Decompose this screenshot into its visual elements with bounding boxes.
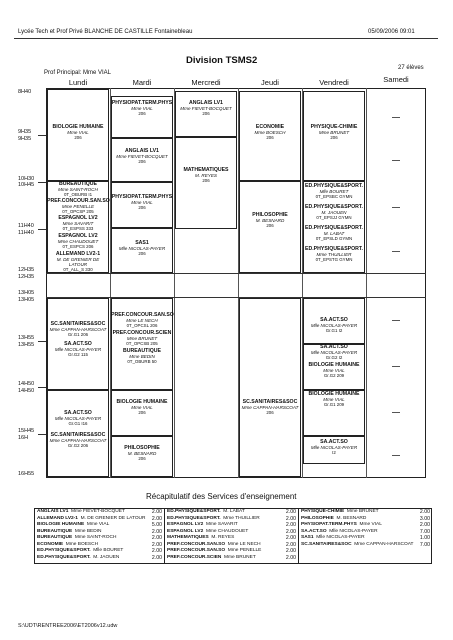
room: 206 [138,410,146,415]
recap-teacher: Mlle NICOLAS-PAYER [329,528,378,534]
recap-hours: 2.00 [419,522,430,528]
time-label: 12H35 [18,274,35,280]
teacher: Mme CAPPAN-HARSCOAT [241,405,299,410]
room: 206 [202,111,210,116]
subject: ECONOMIE [255,124,285,130]
room: 0T_ESPCS 206 [62,244,94,249]
room: 206 [138,205,146,210]
empty-slot-dash [392,251,400,252]
teacher: Mlle BOURET [319,189,349,194]
time-label: 16H55 [18,471,35,477]
room: Gr.G2 I2 [325,355,343,360]
time-label: 13H55 [18,335,35,341]
lesson-slot [239,400,301,415]
time-tick [38,434,46,435]
principal-teacher: Prof Principal: Mme VIAL [44,70,112,76]
teacher: Mlle NICOLAS-PAYER [54,347,102,352]
empty-slot-dash [392,160,400,161]
lesson-slot [111,149,173,164]
lesson-slot [111,195,173,210]
recap-row [37,548,123,554]
teacher: Mme SAVARIT [62,221,94,226]
subject: SA.ACT.SO [64,410,92,416]
teacher: Mme THUILLIER [316,252,352,257]
recap-subject: PHYSIQUE-CHIMIE [301,509,345,514]
subject: SAS1 [135,240,149,246]
school-name: Lycée Tech et Prof Privé BLANCHE DE CASTILLE Fontainebleau [18,29,193,35]
recap-teacher: Mme SAVARIT [205,522,238,527]
teacher: Mlle NICOLAS-PAYER [118,246,166,251]
teacher: Mme VIAL [131,405,153,410]
room: Gr.G1 209 [323,402,345,407]
subject: BIOLOGIE HUMAINE [308,362,360,368]
recap-teacher: Mme CAPPAN-HARSCOAT [354,541,414,547]
subject: PREF.CONCOUR.SAN.SO [47,198,110,204]
recap-subject: SC.SANITAIRES&SOC [301,541,352,547]
lesson-slot [111,400,173,415]
recap-hours: 2.00 [285,528,296,535]
empty-slot-dash [392,207,400,208]
recap-hours: 3.00 [419,515,430,522]
subject: ANGLAIS LV1 [125,148,159,154]
empty-slot-dash [392,320,400,321]
day-header-jeudi: Jeudi [261,78,279,87]
room: 206 [266,135,274,140]
page-title: Division TSMS2 [186,55,258,66]
grid-divider [366,88,367,478]
teacher: Mme VIAL [323,368,345,373]
room: 206 [138,111,146,116]
room: 206 [202,178,210,183]
recap-teacher: M. DE GRENIER DE LATOUR [80,515,146,521]
recap-hours: 2.00 [285,522,296,528]
teacher: Mme FIEVET-BOCQUET [180,106,232,111]
recap-row [301,542,414,548]
day-header-samedi: Samedi [383,75,409,84]
recap-teacher: M. LABAT [223,509,245,514]
recap-hours: 2.00 [285,535,296,541]
lesson-slot [303,392,365,407]
room: 0T_EPSJJ GYMN [316,215,352,220]
recap-teacher: Mme THUILLIER [223,515,260,521]
lesson-slot [111,101,173,116]
recap-teacher: Mme CHAUDOUET [205,528,249,534]
room: Gr.G2 115 [68,352,88,357]
recap-row [37,529,102,535]
recap-subject: BUREAUTIQUE [37,528,73,534]
recap-row [167,548,261,554]
lesson-slot [175,168,237,183]
subject: ED.PHYSIQUE&SPORT. [305,225,363,231]
subject: SA.ACT.SO [320,317,348,323]
room: 0T_ESPSS 333 [62,226,94,231]
room: Gr.G1 206 [67,332,89,337]
recap-hours: 5.00 [151,522,162,528]
lesson-slot [47,342,109,357]
day-header-vendredi: Vendredi [319,78,349,87]
recap-row [37,555,119,561]
header-rule [14,38,438,39]
teacher: Mme VIAL [131,200,153,205]
recap-row [167,529,248,535]
recap-hours: 1.00 [419,535,430,541]
time-label: 11H40 [18,223,34,229]
teacher: Mme VIAL [323,397,345,402]
recap-hours: 2.00 [151,528,162,535]
day-header-mercredi: Mercredi [191,78,221,87]
room: 0T_ALL_S 330 [63,267,93,272]
lesson-block[interactable] [239,298,301,477]
recap-hours: 7.00 [419,541,430,548]
day-header-mardi: Mardi [132,78,152,87]
lesson-slot [303,125,365,140]
teacher: Mme CHAUDOUET [57,239,99,244]
lesson-slot [47,216,109,231]
subject: ED.PHYSIQUE&SPORT. [305,204,363,210]
teacher: Mme BOESCH [254,130,286,135]
lesson-slot [47,252,109,272]
recap-teacher: Mme BEDIN [74,528,102,534]
room: 0T_OPCSB 205 [126,341,158,346]
recap-row [37,522,109,528]
subject: PHILOSOPHIE [124,445,160,451]
teacher: Mme FIEVET-BOCQUET [116,154,168,159]
empty-slot-dash [392,412,400,413]
subject: PREF.CONCOUR.SCIEN [112,330,172,336]
teacher: M. JAOUEN [321,210,347,215]
subject: BUREAUTIQUE [58,181,98,187]
room: 206 [138,251,146,256]
recap-subject: SA.ACT.SO [301,528,327,534]
recap-subject: ED.PHYSIQUE&SPORT. [167,509,221,514]
teacher: Mlle NICOLAS-PAYER [310,350,358,355]
recap-subject: ED.PHYSIQUE&SPORT. [37,548,91,553]
subject: PHYSIOPAT.TERM.PHYS [111,100,173,106]
teacher: Mlle NICOLAS-PAYER [310,323,358,328]
recap-subject: PHILOSOPHIE [301,515,334,521]
recap-hours: 2.00 [151,541,162,548]
teacher: M. REYES [195,173,217,178]
recap-subject: ED.PHYSIQUE&SPORT. [167,515,221,521]
recap-subject: ESPAGNOL LV2 [167,528,204,534]
subject: SC.SANITAIRES&SOC [242,399,298,405]
lunch-line [46,273,426,274]
room: Gr.G2 206 [67,443,89,448]
recap-row [301,535,365,541]
lesson-slot [239,125,301,140]
recap-divider [298,508,299,564]
recap-subject: ALLEMAND LV2-1 [37,515,78,521]
lesson-slot [47,234,109,249]
teacher: M. DE GRENIER DE LATOUR [56,257,100,267]
recap-subject: ECONOMIE [37,541,64,547]
recap-hours: 7.00 [419,528,430,535]
room: 0T_OBURB I1 [63,192,93,197]
print-datetime: 05/09/2006 09:01 [368,29,415,35]
teacher: Mme LE NECH [126,318,158,323]
subject: SC.SANITAIRES&SOC [50,321,106,327]
room: 206 [138,159,146,164]
room: 0T_EPSLD GYMN [315,236,353,241]
recap-hours: 2.00 [285,548,296,554]
subject: PREF.CONCOUR.SAN.SO [111,312,174,318]
subject: ED.PHYSIQUE&SPORT. [305,183,363,189]
subject: ANGLAIS LV1 [189,100,223,106]
lesson-slot [303,363,365,378]
time-label: 10H30 [18,176,35,182]
subject: BIOLOGIE HUMAINE [116,399,168,405]
recap-row [301,529,378,535]
room: 206 [330,135,338,140]
recap-row [37,542,98,548]
teacher: M. BESNARD [127,451,157,456]
subject: BIOLOGIE HUMAINE [52,124,104,130]
recap-hours: 2.00 [151,535,162,541]
recap-teacher: Mme VIAL [86,522,110,527]
recap-hours: 2.00 [285,541,296,548]
recap-row [167,522,238,528]
recap-teacher: M. REYES [211,535,235,540]
recap-hours: 2.00 [151,548,162,554]
recap-hours: 2.00 [419,509,430,515]
time-label: 9H35 [18,129,32,135]
empty-slot-dash [392,455,400,456]
recap-hours: 2.00 [285,509,296,515]
recap-row [301,509,379,515]
lesson-slot [47,411,109,426]
teacher: Mme VIAL [131,106,153,111]
time-label: 8H40 [18,89,32,95]
subject: BUREAUTIQUE [122,348,162,354]
recap-row [167,555,256,561]
subject: PHYSIQUE-CHIMIE [310,124,358,130]
recap-subject: ED.PHYSIQUE&SPORT. [37,554,91,560]
room: Gr.G2 209 [323,373,345,378]
recap-row [167,535,234,541]
lesson-slot [47,182,109,197]
lesson-block[interactable] [175,137,237,229]
recap-subject: PREF.CONCOUR.SAN.SO [167,548,226,553]
teacher: M. BESNARD [255,218,285,223]
lesson-slot [47,322,109,337]
subject: SA.ACT.SO [320,439,348,445]
recap-subject: MATHEMATIQUES [167,535,209,540]
teacher: Mme BRUNET [318,130,350,135]
student-count: 27 élèves [398,65,424,71]
room: 0T_OPCSL 206 [126,323,158,328]
lesson-slot [111,349,173,364]
time-tick [38,135,46,136]
lesson-slot [175,101,237,116]
time-label: 16H [18,435,29,441]
recap-subject: ANGLAIS LV1 [37,509,69,514]
teacher: Mme PENELLE [61,204,95,209]
recap-subject: BIOLOGIE HUMAINE [37,522,85,527]
lesson-slot [111,313,173,328]
lesson-slot [303,440,365,455]
subject: PHYSIOPAT.TERM.PHYS [111,194,173,200]
recap-hours: 2.00 [151,554,162,561]
time-tick [38,387,46,388]
recap-teacher: Mme FIEVET-BOCQUET [71,509,125,514]
subject: SA.ACT.SO [64,341,92,347]
room: 0T_EPSTG GYMN [315,257,353,262]
recap-row [167,542,261,548]
time-label: 13H55 [18,342,35,348]
recap-teacher: Mme PENELLE [227,548,262,553]
teacher: Mlle NICOLAS-PAYER [54,416,102,421]
recap-subject: PREF.CONCOUR.SCIEN [167,554,222,560]
room: 0T_OBURB 50 [127,359,157,364]
recap-teacher: Mme BOESCH [65,541,99,547]
room: Gr.G1 I16 [68,421,88,426]
lesson-slot [111,446,173,461]
recap-teacher: Mlle NICOLAS-PAYER [316,535,365,540]
time-tick [38,341,46,342]
recap-teacher: M. JAOUEN [93,554,120,560]
lesson-slot [303,247,365,262]
recap-teacher: M. BESNARD [336,515,367,521]
teacher: Mme CAPPAN-HARSCOAT [49,438,107,443]
time-label: 13H05 [18,297,35,303]
teacher: Mme BEDIN [129,354,155,359]
lesson-slot [303,226,365,241]
empty-slot-dash [392,366,400,367]
subject: MATHEMATIQUES [183,167,229,173]
subject: ALLEMAND LV2-1 [55,251,101,257]
subject: BIOLOGIE HUMAINE [308,391,360,397]
recap-row [167,516,260,522]
lesson-slot [47,125,109,140]
teacher: Mlle NICOLAS-PAYER [310,445,358,450]
subject: ESPAGNOL LV2 [58,215,98,221]
recap-subject: PHYSIOPAT.TERM.PHYS [301,522,357,527]
recap-teacher: Mme SAINT-ROCH [74,535,117,540]
recap-row [301,516,366,522]
recap-teacher: Mme LE NECH [227,541,261,547]
time-label: 11H40 [18,230,34,236]
file-path: S:\UDT\RENTREE2006\ET2006v12.udw [18,623,118,629]
lesson-slot [303,184,365,199]
recap-row [37,535,116,541]
recap-teacher: Mlle BOURET [93,548,124,553]
recap-row [301,522,382,528]
recap-row [167,509,245,515]
lesson-slot [303,345,365,360]
subject: SA.ACT.SO [320,344,348,350]
subject: SC.SANITAIRES&SOC [50,432,106,438]
lesson-slot [239,213,301,228]
day-header-lundi: Lundi [68,78,88,87]
time-label: 14H50 [18,388,35,394]
recap-row [37,516,145,522]
recap-teacher: Mme BRUNET [346,509,379,514]
time-label: 9H35 [18,136,32,142]
lesson-slot [303,318,365,333]
recap-row [37,509,125,515]
teacher: Mme BRUNET [126,336,158,341]
room: 0T_EPSBC GYMN [315,194,353,199]
time-tick [38,182,46,183]
subject: ESPAGNOL LV2 [58,233,98,239]
recap-title: Récapitulatif des Services d'enseignement [146,492,297,501]
recap-subject: ESPAGNOL LV2 [167,522,204,527]
teacher: Mme CAPPAN-HARSCOAT [49,327,107,332]
room: 206 [266,223,274,228]
room: I2 [332,450,336,455]
lesson-slot [111,241,173,256]
time-label: 15H45 [18,428,35,434]
recap-subject: PREF.CONCOUR.SAN.SO [167,541,226,547]
subject: ED.PHYSIQUE&SPORT. [305,246,363,252]
room: 206 [138,456,146,461]
teacher: M. LABAT [323,231,345,236]
room: 206 [266,410,274,415]
recap-subject: SAS1 [301,535,314,540]
recap-hours: 2.00 [285,515,296,522]
recap-hours: 2.00 [151,509,162,515]
lesson-slot [111,331,173,346]
time-label: 13H05 [18,290,35,296]
recap-hours: 2.00 [285,554,296,561]
recap-subject: BUREAUTIQUE [37,535,73,540]
time-label: 10H45 [18,182,35,188]
recap-hours: 2.00 [151,515,162,522]
empty-slot-dash [392,117,400,118]
time-tick [38,229,46,230]
time-label: 14H50 [18,381,35,387]
subject: PHILOSOPHIE [252,212,288,218]
time-label: 12H35 [18,267,35,273]
teacher: Mme VIAL [67,130,89,135]
recap-teacher: Mme BRUNET [224,554,256,560]
recap-divider [164,508,165,564]
lesson-slot [47,199,109,214]
recap-teacher: Mme VIAL [359,522,382,527]
room: 0T_OPCSP 205 [62,209,94,214]
lesson-slot [47,433,109,448]
room: Gr.G1 I2 [325,328,343,333]
teacher: Mme SAINT-ROCH [58,187,98,192]
room: 206 [74,135,82,140]
lesson-slot [303,205,365,220]
